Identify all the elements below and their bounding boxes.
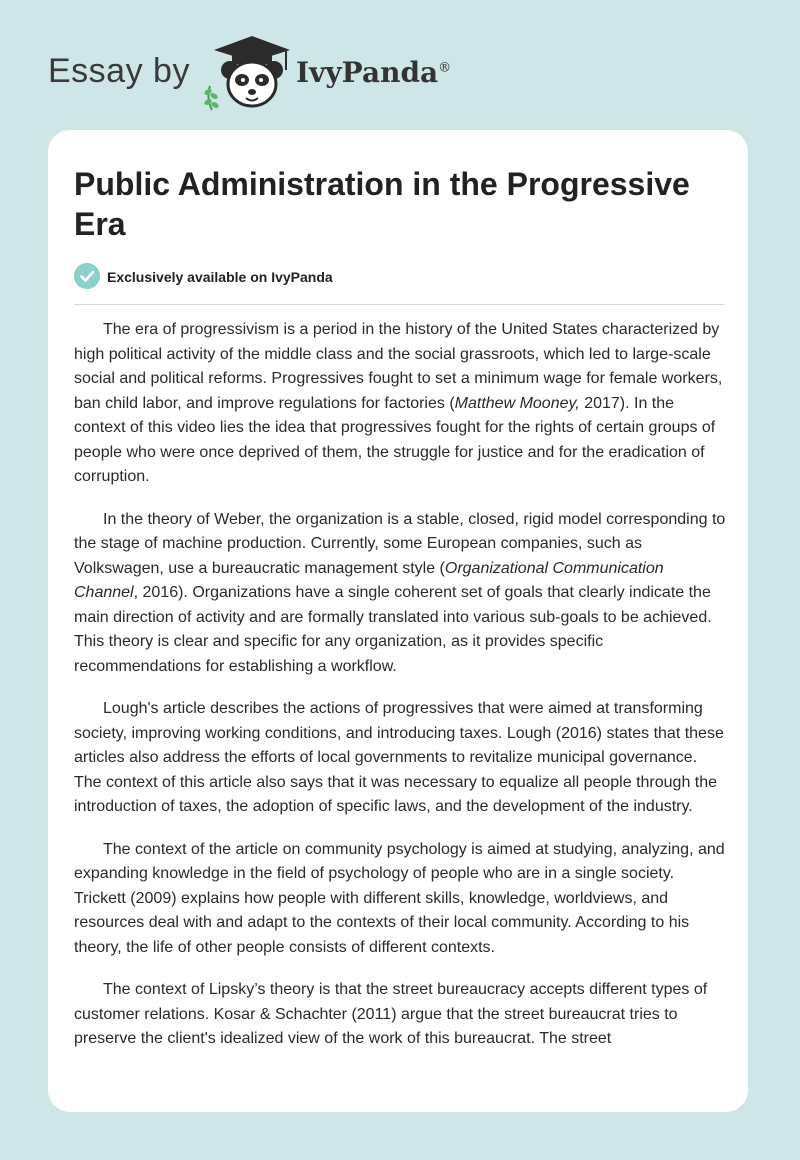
- essay-body: [74, 318, 728, 1070]
- site-header: [48, 34, 468, 114]
- paragraph: In the theory of Weber, the organization is a stable, closed, rigid model corresponding to the stage of machine production. Currently, some European companies, such as Volkswagen, use a bureaucratic management style (Organizational Communication Channel, 2016). Organizations have a single coherent set of goals that clearly indicate the main direction of activity and are formally translated into various sub-goals to be achieved. This theory is clear and specific for any organization, as it provides specific recommendations for establishing a workflow.: [74, 510, 726, 675]
- paragraph: The context of the article on community psychology is aimed at studying, analyzing, and expanding knowledge in the field of psychology of people who are in a single society. Trickett (2009) explains how people with different skills, knowledge, worldviews, and resources deal with and adapt to the contexts of their local community. According to his theory, the life of other people consists of different contexts.: [74, 840, 725, 956]
- essay-by-label: Essay by: [48, 52, 190, 90]
- paragraph: The era of progressivism is a period in the history of the United States characterized by high political activity of the middle class and the social grassroots, which led to large-scale social and political reforms. Progressives fought to set a minimum wage for female workers, ban child labor, and improve regulations for factories (Matthew Mooney, 2017). In the context of this video lies the idea that progressives fought for the rights of certain groups of people who were once deprived of them, the struggle for justice and for the eradication of corruption.: [74, 321, 723, 485]
- paragraph: The context of Lipsky’s theory is that the street bureaucracy accepts different types of customer relations. Kosar & Schachter (2011) argue that the street bureaucrat tries to preserve the client's idealized view of the work of this bureaucrat. The street: [74, 981, 708, 1047]
- exclusive-badge: [74, 263, 674, 291]
- essay-card: [48, 130, 748, 1112]
- panda-graduate-icon[interactable]: [200, 36, 296, 112]
- check-circle-icon: [74, 263, 100, 289]
- badge-text: Exclusively available on IvyPanda: [107, 269, 333, 285]
- divider: [74, 304, 724, 305]
- registered-mark: ®: [438, 60, 452, 76]
- page-title: Public Administration in the Progressive Era: [74, 166, 690, 242]
- paragraph: Lough's article describes the actions of progressives that were aimed at transforming society, improving working conditions, and introducing taxes. Lough (2016) states that these articles also address the efforts of local governments to revitalize municipal governance. The context of this article also says that it was necessary to equalize all people through the introduction of taxes, the adoption of specific laws, and the development of the industry.: [74, 700, 724, 815]
- brand-name[interactable]: IvyPanda®: [296, 56, 452, 89]
